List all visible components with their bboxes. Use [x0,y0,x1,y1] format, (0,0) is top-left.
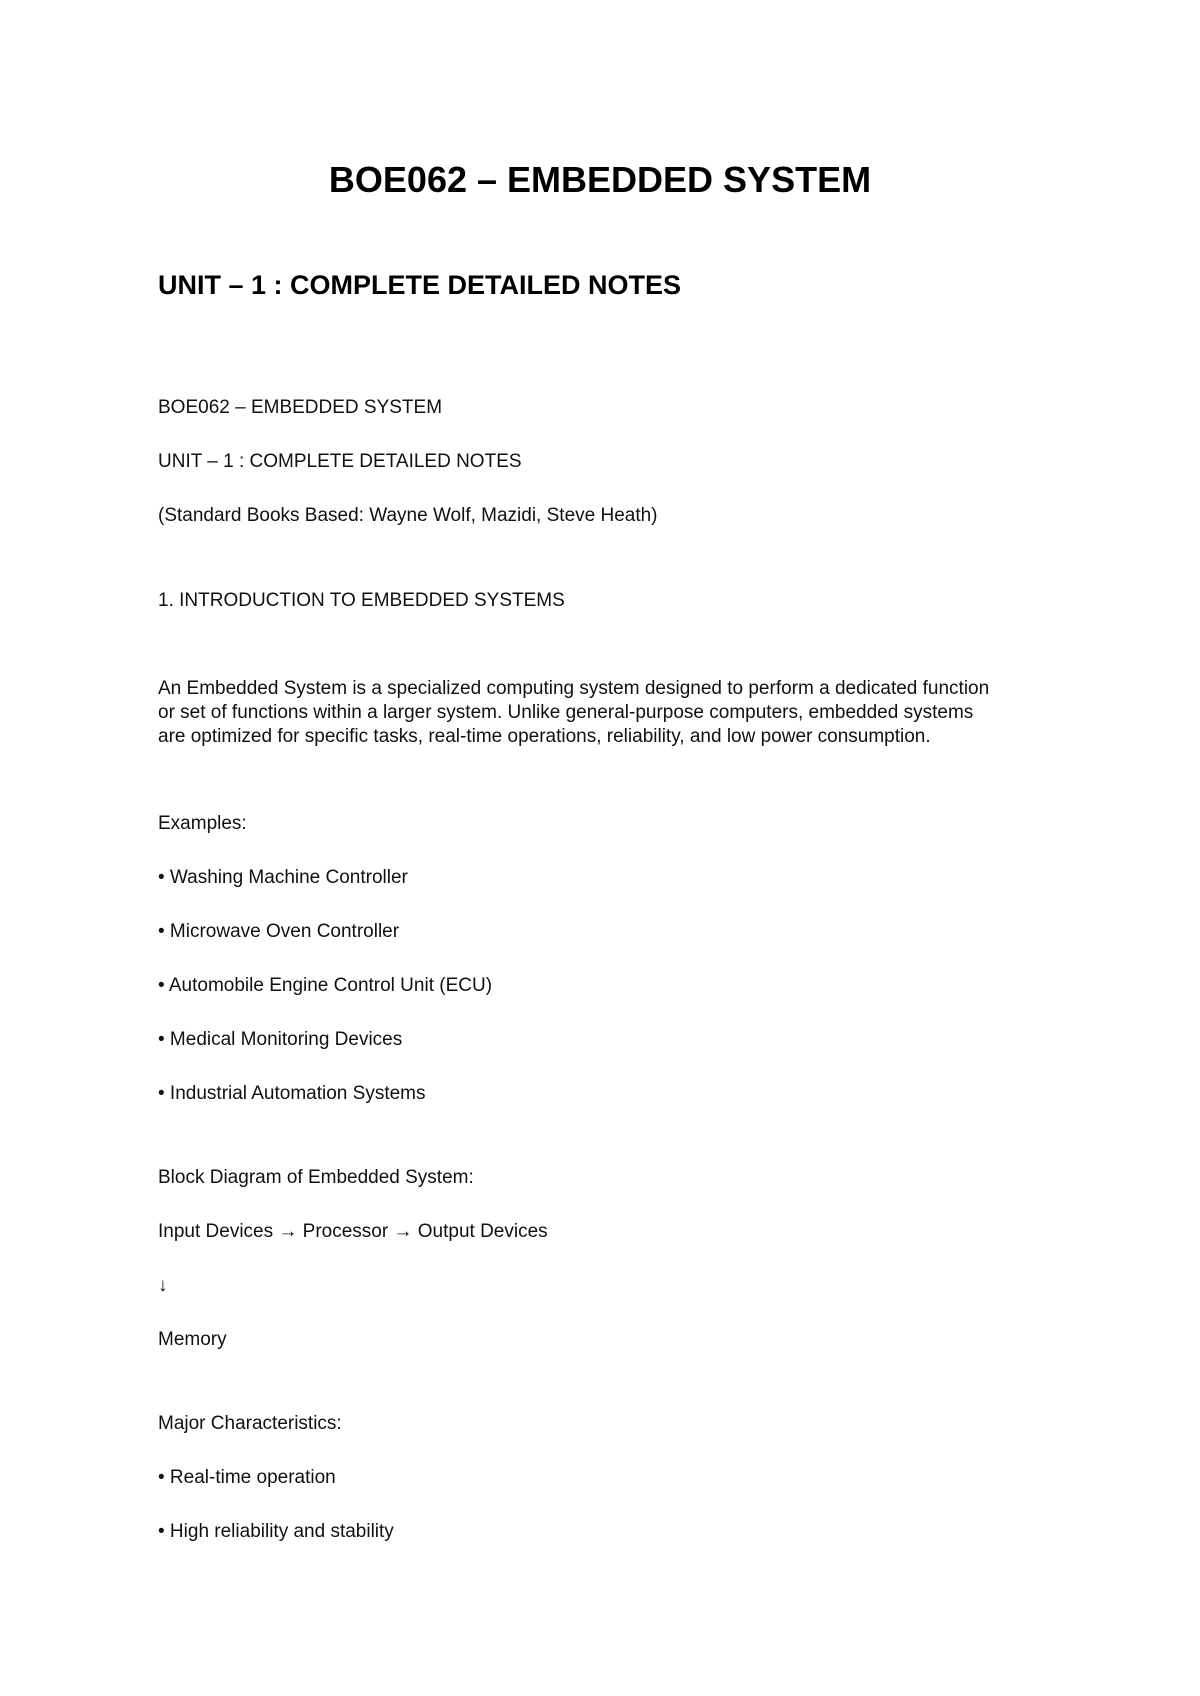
intro-line-2: or set of functions within a larger system. Unlike general-purpose computers, embedded systems [158,702,974,723]
example-item: • Automobile Engine Control Unit (ECU) [158,975,493,996]
document-title: BOE062 – EMBEDDED SYSTEM [328,159,872,200]
down-arrow-icon: ↓ [158,1275,168,1296]
books-reference: (Standard Books Based: Wayne Wolf, Mazidi, Steve Heath) [158,505,658,526]
intro-line-3: are optimized for specific tasks, real-time operations, reliability, and low power consumption. [158,726,931,747]
intro-line-1: An Embedded System is a specialized computing system designed to perform a dedicated function [158,678,990,699]
characteristic-item: • High reliability and stability [158,1521,394,1542]
examples-label: Examples: [158,813,247,834]
block-diagram-label: Block Diagram of Embedded System: [158,1167,474,1188]
intro-paragraph [158,677,1058,749]
unit-heading: UNIT – 1 : COMPLETE DETAILED NOTES [158,270,682,300]
block-diagram-flow: Input Devices → Processor → Output Devices [158,1221,548,1242]
block-diagram-memory: Memory [158,1329,227,1350]
characteristics-label: Major Characteristics: [158,1413,342,1434]
repeat-title: BOE062 – EMBEDDED SYSTEM [158,397,443,418]
example-item: • Microwave Oven Controller [158,921,400,942]
example-item: • Medical Monitoring Devices [158,1029,403,1050]
repeat-unit-heading: UNIT – 1 : COMPLETE DETAILED NOTES [158,451,522,472]
example-item: • Industrial Automation Systems [158,1083,426,1104]
example-item: • Washing Machine Controller [158,867,408,888]
section-heading-introduction: 1. INTRODUCTION TO EMBEDDED SYSTEMS [158,590,565,611]
characteristic-item: • Real-time operation [158,1467,336,1488]
